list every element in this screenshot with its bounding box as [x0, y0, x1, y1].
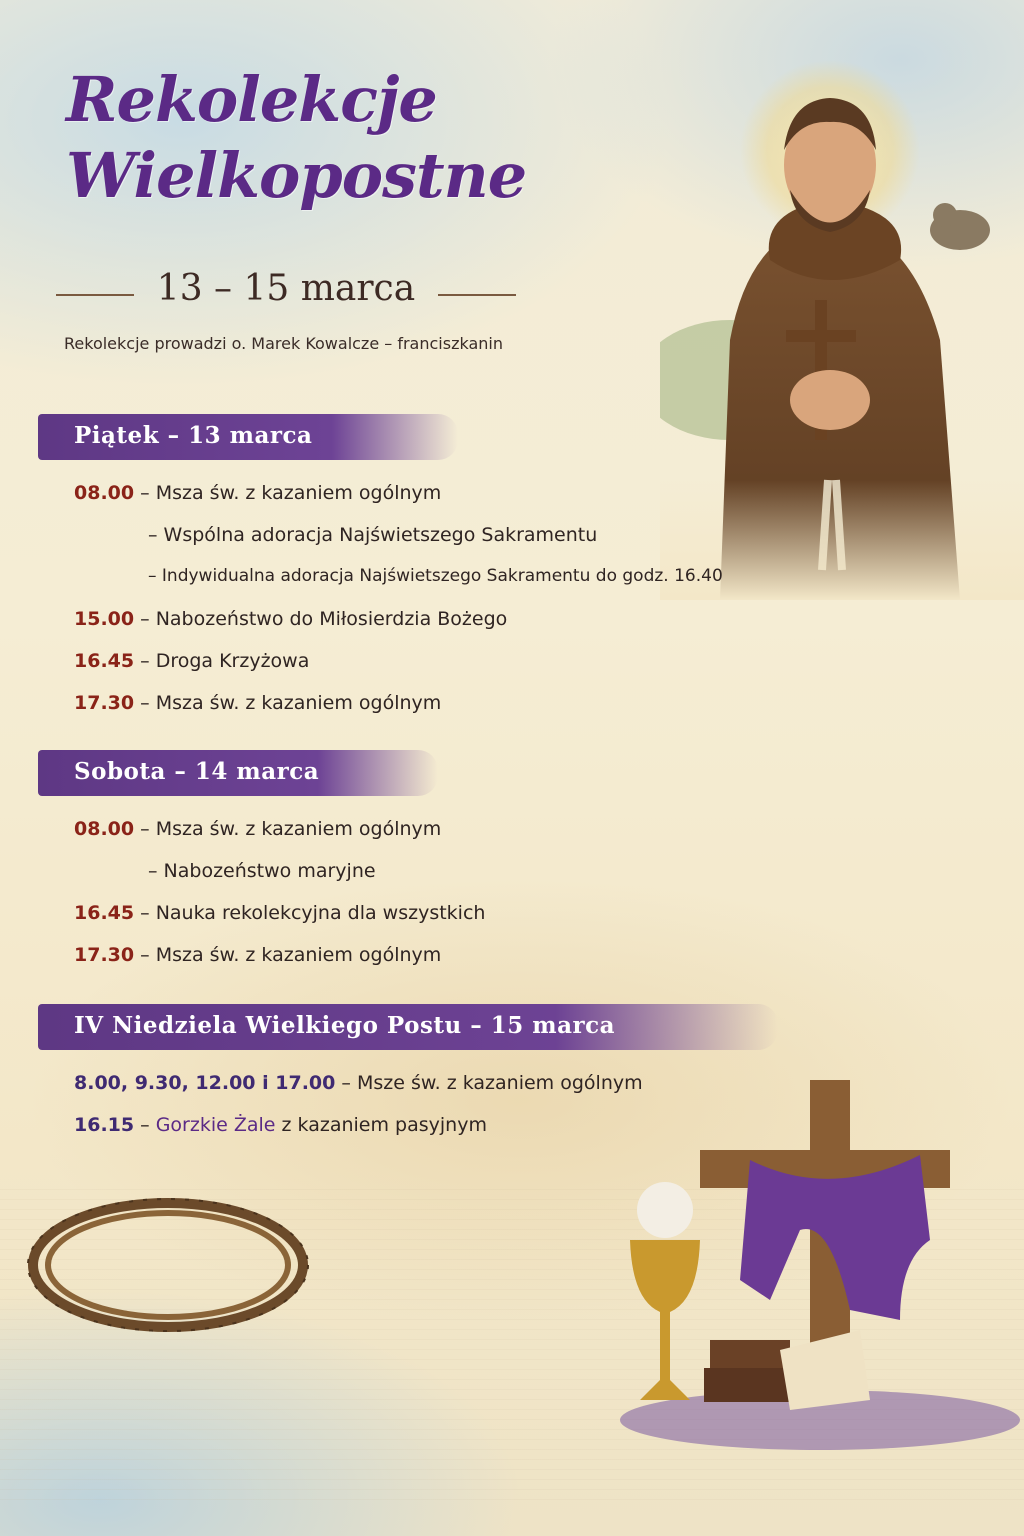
- schedule-time: 08.00: [74, 482, 135, 504]
- schedule-time: 16.15: [74, 1114, 135, 1136]
- title-line-2: Wielkopostne: [66, 139, 527, 212]
- schedule-text: – Nabozeństwo maryjne: [148, 860, 376, 882]
- schedule-line: [74, 1114, 487, 1136]
- schedule-line: [74, 944, 441, 966]
- schedule-line: [74, 650, 309, 672]
- day-banner-friday: [38, 414, 458, 460]
- schedule-time: 8.00, 9.30, 12.00 i 17.00: [74, 1072, 336, 1094]
- schedule-time: 08.00: [74, 818, 135, 840]
- schedule-text: – Wspólna adoracja Najświetszego Sakramentu: [148, 524, 598, 546]
- schedule-text: – Nabozeństwo do Miłosierdzia Bożego: [140, 608, 508, 630]
- schedule-line: [148, 566, 723, 586]
- schedule-line: [74, 482, 441, 504]
- schedule-line: [148, 860, 376, 882]
- title-line-1: Rekolekcje: [66, 63, 437, 136]
- schedule-time: 15.00: [74, 608, 135, 630]
- schedule-time: 17.30: [74, 692, 135, 714]
- schedule-text: – Msza św. z kazaniem ogólnym: [140, 482, 442, 504]
- schedule-text: – Indywidualna adoracja Najświetszego Sakramentu do godz. 16.40: [148, 566, 723, 586]
- day-heading: Sobota – 14 marca: [74, 758, 320, 785]
- day-banner-saturday: [38, 750, 438, 796]
- dates-row: [56, 268, 516, 318]
- schedule-text: – Msze św. z kazaniem ogólnym: [341, 1072, 643, 1094]
- schedule-time: 16.45: [74, 650, 135, 672]
- schedule-time: 17.30: [74, 944, 135, 966]
- cross-chalice-illustration: [600, 1080, 1024, 1460]
- schedule-text: – Nauka rekolekcyjna dla wszystkich: [140, 902, 486, 924]
- schedule-text: – Msza św. z kazaniem ogólnym: [140, 692, 442, 714]
- saint-francis-illustration: [660, 40, 1024, 600]
- poster-title: [66, 62, 586, 214]
- schedule-line: [74, 1072, 643, 1094]
- schedule-time: 16.45: [74, 902, 135, 924]
- day-banner-sunday: [38, 1004, 778, 1050]
- schedule-text: – Msza św. z kazaniem ogólnym: [140, 944, 442, 966]
- crown-of-thorns-illustration: [18, 1180, 318, 1350]
- event-dates: 13 – 15 marca: [156, 268, 416, 309]
- schedule-dash: –: [140, 1114, 150, 1136]
- schedule-line: [74, 692, 441, 714]
- day-heading: Piątek – 13 marca: [74, 422, 313, 449]
- highlight-text: Gorzkie Żale: [155, 1114, 276, 1136]
- schedule-line: [74, 902, 485, 924]
- schedule-text: – Droga Krzyżowa: [140, 650, 310, 672]
- schedule-line: [74, 608, 507, 630]
- divider-right: [438, 294, 516, 296]
- day-heading: IV Niedziela Wielkiego Postu – 15 marca: [74, 1012, 616, 1039]
- schedule-text: – Msza św. z kazaniem ogólnym: [140, 818, 442, 840]
- schedule-line: [148, 524, 597, 546]
- schedule-line: [74, 818, 441, 840]
- schedule-text: z kazaniem pasyjnym: [281, 1114, 487, 1136]
- retreat-leader: Rekolekcje prowadzi o. Marek Kowalcze – franciszkanin: [64, 334, 503, 353]
